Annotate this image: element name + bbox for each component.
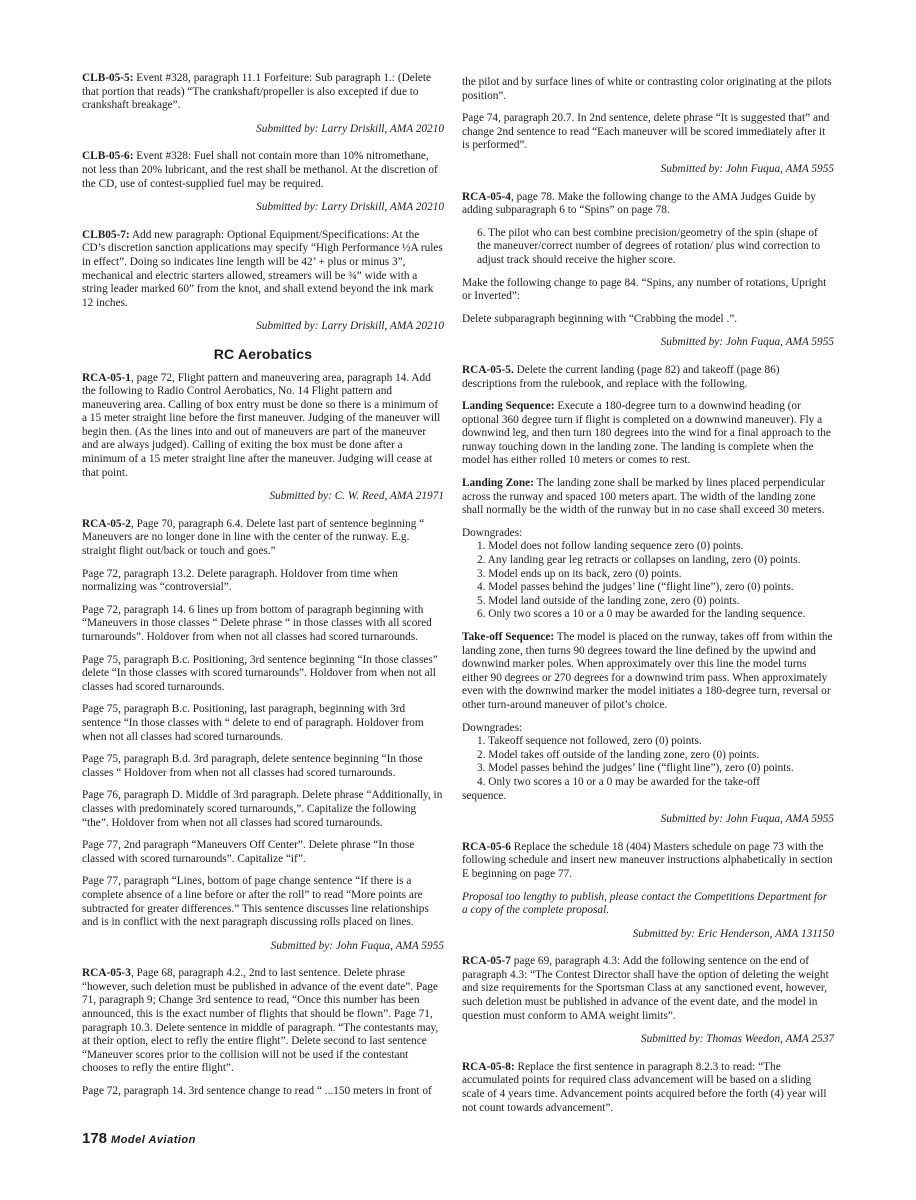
list-item-continuation: sequence. <box>462 789 507 802</box>
proposal-id: RCA-05-5. <box>462 363 514 376</box>
paragraph: Page 75, paragraph B.d. 3rd paragraph, delete sentence beginning “In those classes “ Holdover from when not all classes had scored turnarounds. <box>82 753 423 779</box>
submitted-by: Submitted by: Larry Driskill, AMA 20210 <box>256 201 444 214</box>
list-item: 6. Only two scores a 10 or a 0 may be awarded for the landing sequence. <box>477 608 806 621</box>
proposal-id: RCA-05-4 <box>462 190 511 203</box>
proposal-text: , Page 70, paragraph 6.4. Delete last part of sentence beginning “ Maneuvers are no longer done in line with the center of the runway. E.g. straight flight out/back or touch and goes.” <box>82 517 425 558</box>
paragraph: The model is placed on the runway, takes off from within the landing zone, then turns 90 degrees toward the line defined by the upwind and downwind marker poles. When approximately over this line the model turns either 90 degrees or 270 degrees for a downwind trim pass. When approximately even with the downwind marker the model initiates a 180-degree turn, reversal or other turn-around maneuver of pilot’s choice. <box>462 631 833 711</box>
proposal-rca-05-1 <box>82 372 444 481</box>
list-item: 2. Any landing gear leg retracts or collapses on landing, zero (0) points. <box>477 554 801 567</box>
proposal-text: Delete the current landing (page 82) and takeoff (page 86) descriptions from the rulebook, and replace with the following. <box>462 363 780 390</box>
proposal-note: Proposal too lengthy to publish, please contact the Competitions Department for a copy of the complete proposal. <box>462 890 828 917</box>
takeoff-sequence <box>462 631 834 713</box>
proposal-text: , page 78. Make the following change to the AMA Judges Guide by adding subparagraph 6 to “Spins” on page 78. <box>462 190 816 217</box>
proposal-text: Event #328, paragraph 11.1 Forfeiture: Sub paragraph 1.: (Delete that portion that reads) “The crankshaft/propeller is also excepted if due to crankshaft breakage”. <box>82 72 432 112</box>
proposal-text: Replace the schedule 18 (404) Masters schedule on page 73 with the following schedule and insert new maneuver instructions alphabetically in section E beginning on page 77. <box>462 840 833 880</box>
subheading: Take-off Sequence: <box>462 631 555 643</box>
proposal-id: CLB-05-6: <box>82 150 134 163</box>
paragraph: the pilot and by surface lines of white or contrasting color originating at the pilots position”. <box>462 76 832 102</box>
proposal-id: RCA-05-1 <box>82 371 131 384</box>
paragraph: Delete subparagraph beginning with “Crabbing the model .”. <box>462 312 738 325</box>
magazine-name: Model Aviation <box>111 1134 196 1146</box>
submitted-by: Submitted by: John Fuqua, AMA 5955 <box>660 162 834 175</box>
proposal-text: Event #328: Fuel shall not contain more than 10% nitromethane, not less than 20% lubricant, and the rest shall be methanol. At the discretion of the CD, use of contest-supplied fuel may be required. <box>82 150 438 190</box>
page-number: 178 <box>82 1130 108 1147</box>
proposal-rca-05-2 <box>82 518 444 559</box>
proposal-text: Add new paragraph: Optional Equipment/Specifications: At the CD’s discretion sanction applications may specify “High Performance ½A rules in effect”. Doing so indicates line length will be 42’ + plus or minus 3”, mechanical and electric starters allowed, streamers will be ¾” wide with a string leader marked 60” from the knot, and shall extend beyond the ink mark 12 inches. <box>82 228 443 309</box>
section-heading: RC Aerobatics <box>213 345 313 362</box>
proposal-text: Replace the first sentence in paragraph 8.2.3 to read: “The accumulated points for required class advancement will be based on a sliding scale of 4 years time. Advancement points acquired before the forth (4) year will not count towards advancement”. <box>462 1060 827 1114</box>
paragraph: Page 75, paragraph B.c. Positioning, last paragraph, beginning with 3rd sentence “In those classes with “ delete to end of paragraph. Holdover from when not all classes had scored turnarounds. <box>82 703 424 743</box>
downgrades-label: Downgrades: <box>462 526 523 539</box>
landing-sequence <box>462 400 834 468</box>
submitted-by: Submitted by: Thomas Weedon, AMA 2537 <box>640 1033 834 1046</box>
proposal-rca-05-6 <box>462 841 834 882</box>
paragraph: Page 72, paragraph 14. 3rd sentence change to read “ ...150 meters in front of <box>82 1085 432 1098</box>
list-item: 4. Only two scores a 10 or a 0 may be awarded for the take-off <box>477 775 761 788</box>
proposal-id: CLB-05-5: <box>82 72 134 84</box>
proposal-id: RCA-05-3 <box>82 967 131 980</box>
proposal-id: RCA-05-8: <box>462 1060 515 1073</box>
right-column <box>462 76 834 1124</box>
subheading: Landing Sequence: <box>462 400 555 413</box>
proposal-id: RCA-05-6 <box>462 840 511 853</box>
proposal-rca-05-5 <box>462 364 834 391</box>
list-item: 3. Model passes behind the judges’ line (“flight line”), zero (0) points. <box>477 762 794 775</box>
proposal-clb-05-6 <box>82 150 444 191</box>
paragraph: Page 76, paragraph D. Middle of 3rd paragraph. Delete phrase “Additionally, in classes with predominately scored turnarounds,”. Capitalize the following “the”. Holdover from when not all classes had scored turnarounds. <box>82 789 443 829</box>
proposal-clb05-7 <box>82 229 444 311</box>
proposal-clb-05-5 <box>82 72 444 113</box>
proposal-text: , page 72, Flight pattern and maneuvering area, paragraph 14. Add the following to Radio Control Aerobatics, No. 14 Flight pattern and maneuvering area. Calling of box entry must be done so there is a minimum of a 15 meter straight line before the first maneuver. Judging of the maneuver will begin then. (As the lines into and out of maneuvers are part of the maneuver and are always judged). Calling of exiting the box must be done after a minimum of a 15 meter straight line after the maneuver. Judging will cease at that point. <box>82 371 441 479</box>
paragraph: Page 75, paragraph B.c. Positioning, 3rd sentence beginning “In those classes” delete “In those classes with scored turnarounds”. Holdover from when not all classes had scored turnarounds. <box>82 653 438 693</box>
proposal-text: page 69, paragraph 4.3: Add the following sentence on the end of paragraph 4.3: “The Contest Director shall have the option of deleting the weight and size requirements for the Sportsman Class at any sanctioned event, however, such deletion must be published in advance of the event date, and the model in question must conform to AMA weight limits”. <box>462 955 829 1022</box>
paragraph: Page 74, paragraph 20.7. In 2nd sentence, delete phrase “It is suggested that” and change 2nd sentence to read “Each maneuver will be scored immediately after it is performed”. <box>462 112 830 152</box>
proposal-rca-05-4 <box>462 191 834 218</box>
left-column <box>82 72 444 1108</box>
submitted-by: Submitted by: Larry Driskill, AMA 20210 <box>256 320 444 333</box>
submitted-by: Submitted by: John Fuqua, AMA 5955 <box>660 336 834 349</box>
submitted-by: Submitted by: John Fuqua, AMA 5955 <box>270 939 444 952</box>
downgrades-label: Downgrades: <box>462 721 523 734</box>
list-item: 2. Model takes off outside of the landing zone, zero (0) points. <box>477 748 760 761</box>
submitted-by: Submitted by: Larry Driskill, AMA 20210 <box>256 122 444 135</box>
subheading: Landing Zone: <box>462 477 534 490</box>
list-item: 4. Model passes behind the judges’ line (“flight line”), zero (0) points. <box>477 581 794 594</box>
proposal-text: , Page 68, paragraph 4.2., 2nd to last sentence. Delete phrase “however, such deletion must be published in advance of the event date”. Page 71, paragraph 9; Change 3rd sentence to read, “Once this number has been announced, this is the exact number of flights that should be flown”. Page 71, paragraph 10.3. Delete sentence in middle of paragraph. “The contestants may, at their option, elect to refly the entire flight”. Delete second to last sentence “Maneuver scores prior to the collision will not be used if the contestant chooses to refly the entire flight”. <box>82 967 439 1075</box>
list-item: 3. Model ends up on its back, zero (0) points. <box>477 567 682 580</box>
paragraph: Page 72, paragraph 14. 6 lines up from bottom of paragraph beginning with “Maneuvers in those classes “ Delete phrase “ in those classes with all scored turnarounds”. Holdover from when not all classes had scored turnarounds. <box>82 603 432 643</box>
paragraph: Page 77, 2nd paragraph “Maneuvers Off Center”. Delete phrase “In those classed with scored turnarounds”. Capitalize “if”. <box>82 839 415 865</box>
proposal-rca-05-7 <box>462 955 834 1023</box>
paragraph: The landing zone shall be marked by lines placed perpendicular across the runway and spaced 100 meters apart. The width of the landing zone shall normally be the width of the runway but in no case shall exceed 30 meters. <box>462 477 825 517</box>
list-item: 1. Model does not follow landing sequence zero (0) points. <box>477 540 744 553</box>
proposal-id: RCA-05-2 <box>82 517 131 530</box>
paragraph: Make the following change to page 84. “Spins, any number of rotations, Upright or Inverted”: <box>462 276 827 303</box>
paragraph: Execute a 180-degree turn to a downwind heading (or optional 360 degree turn if flight is completed on a downwind maneuver). Fly a downwind leg, and then turn 180 degrees into the wind for a final approach to the runway touching down in the landing zone. The landing is complete when the model has either rolled 10 meters or comes to rest. <box>462 400 831 467</box>
paragraph: Page 72, paragraph 13.2. Delete paragraph. Holdover from time when normalizing was “controversial”. <box>82 567 398 594</box>
proposal-id: CLB05-7: <box>82 228 130 241</box>
page-footer <box>82 1130 196 1148</box>
submitted-by: Submitted by: Eric Henderson, AMA 131150 <box>632 927 834 940</box>
paragraph: 6. The pilot who can best combine precision/geometry of the spin (shape of the maneuver/correct number of degrees of rotation/ plus wind correction to adjust track should receive the higher score. <box>477 226 821 266</box>
submitted-by: Submitted by: C. W. Reed, AMA 21971 <box>269 490 444 503</box>
landing-zone <box>462 477 834 518</box>
paragraph: Page 77, paragraph “Lines, bottom of page change sentence “If there is a complete absence of a line before or after the roll” to read “More points are subtracted for greater differences.” This sentence discusses line relationships and is in conflict with the next paragraph discussing rolls placed on lines. <box>82 875 429 929</box>
proposal-rca-05-8 <box>462 1061 834 1115</box>
list-item: 5. Model land outside of the landing zone, zero (0) points. <box>477 594 740 607</box>
proposal-rca-05-3 <box>82 967 444 1076</box>
submitted-by: Submitted by: John Fuqua, AMA 5955 <box>660 813 834 826</box>
list-item: 1. Takeoff sequence not followed, zero (0) points. <box>477 735 702 748</box>
proposal-id: RCA-05-7 <box>462 955 511 968</box>
